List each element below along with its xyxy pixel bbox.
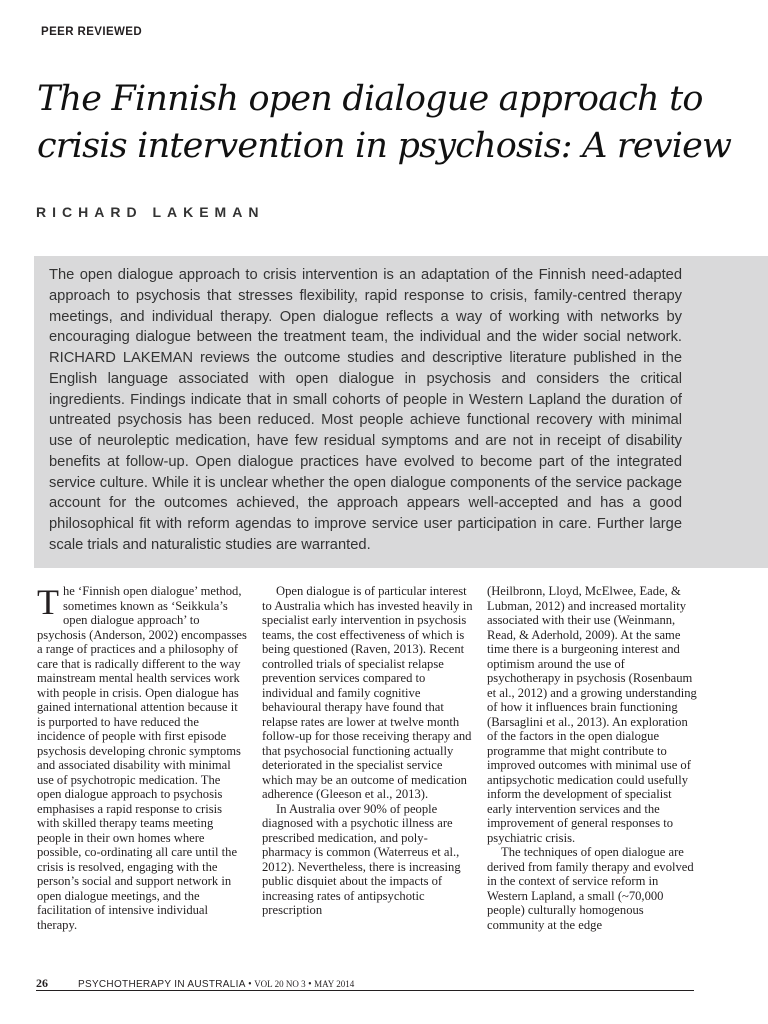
article-title [37, 76, 737, 170]
title-line-1: The Finnish open dialogue approach to [37, 79, 703, 119]
body-paragraph [37, 584, 247, 932]
title-line-2: crisis intervention in psychosis: A review [37, 126, 732, 166]
footer-separator: • [305, 979, 315, 990]
body-column-1 [37, 584, 247, 932]
page-footer [36, 976, 736, 991]
body-paragraph: The techniques of open dialogue are derived from family therapy and evolved in the context of service reform in Western Lapland, a small (~70,000 people) culturally homogenous community at the edge [487, 845, 694, 932]
footer-separator: • [245, 979, 255, 990]
author-byline: RICHARD LAKEMAN [36, 204, 265, 220]
issue-volume: VOL 20 NO 3 [254, 979, 306, 989]
body-paragraph: Open dialogue is of particular interest to Australia which has invested heavily in specialist early intervention in psychosis teams, the cost effectiveness of which is being questioned (Raven, 2013). Recent controlled trials of specialist relapse prevention services compared to individual and family cognitive behavioural therapy have found that relapse rates are lower at twelve month follow-up for those receiving therapy and that psychosocial functioning actually deteriorated in the specialist service which may be an outcome of medication adherence (Gleeson et al., 2013). [262, 584, 473, 801]
body-paragraph: In Australia over 90% of people diagnosed with a psychotic illness are prescribed medication, and poly-pharmacy is common (Waterreus et al., 2012). Nevertheless, there is increasing public disquiet about the impacts of increasing rates of antipsychotic prescription [262, 801, 461, 917]
body-paragraph: (Heilbronn, Lloyd, McElwee, Eade, & Lubman, 2012) and increased mortality associated with their use (Weinmann, Read, & Aderhold, 2009). At the same time there is a burgeoning interest and optimism around the use of psychotherapy in psychosis (Rosenbaum et al., 2012) and a growing understanding of how it influences brain functioning (Barsaglini et al., 2013). An exploration of the factors in the open dialogue programme that might contribute to improved outcomes with minimal use of antipsychotic medication could usefully inform the development of specialist early intervention services and the improvement of general responses to psychiatric crisis. [487, 584, 697, 845]
section-label: PEER REVIEWED [41, 26, 143, 38]
drop-cap: T [37, 582, 59, 622]
abstract-box: The open dialogue approach to crisis intervention is an adaptation of the Finnish need-adapted approach to psychosis that stresses flexibility, rapid response to crisis, family-centred therapy meetings, and individual therapy. Open dialogue reflects a way of working with networks by encouraging dialogue between the treatment team, the individual and the wider social network. RICHARD LAKEMAN reviews the outcome studies and descriptive literature published in the English language associated with open dialogue in psychosis and considers the critical ingredients. Findings indicate that in small cohorts of people in Western Lapland the duration of untreated psychosis has been reduced. Most people achieve functional recovery with minimal use of neuroleptic medication, have few residual symptoms and are not in receipt of disability benefits at follow-up. Open dialogue practices have evolved to become part of the integrated service culture. While it is unclear whether the open dialogue components of the service package account for the outcomes achieved, the approach appears well-accepted and has a good philosophical fit with reform agendas to improve service user participation in care. Further large scale trials and naturalistic studies are warranted. [34, 256, 768, 568]
body-column-2 [262, 584, 474, 918]
footer-rule [36, 990, 694, 991]
body-column-3 [487, 584, 699, 932]
journal-name: PSYCHOTHERAPY IN AUSTRALIA [78, 979, 246, 990]
paragraph-text: he ‘Finnish open dialogue’ method, sometimes known as ‘Seikkula’s open dialogue approach’ to psychosis (Anderson, 2002) encompasses a range of practices and a philosophy of care that is radically different to the way mainstream mental health services work with people in crisis. Open dialogue has gained international attention because it is purported to have reduced the incidence of people with first episode psychosis developing chronic symptoms and associated disability with minimal use of psychotropic medication. The open dialogue approach to psychosis emphasises a rapid response to crisis with skilled therapy teams meeting people in their own homes where possible, co-ordinating all care until the crisis is resolved, engaging with the person’s social and support network in open dialogue meetings, and the facilitation of intensive individual therapy. [37, 584, 247, 932]
issue-date: MAY 2014 [314, 979, 355, 989]
page-number: 26 [36, 976, 48, 990]
